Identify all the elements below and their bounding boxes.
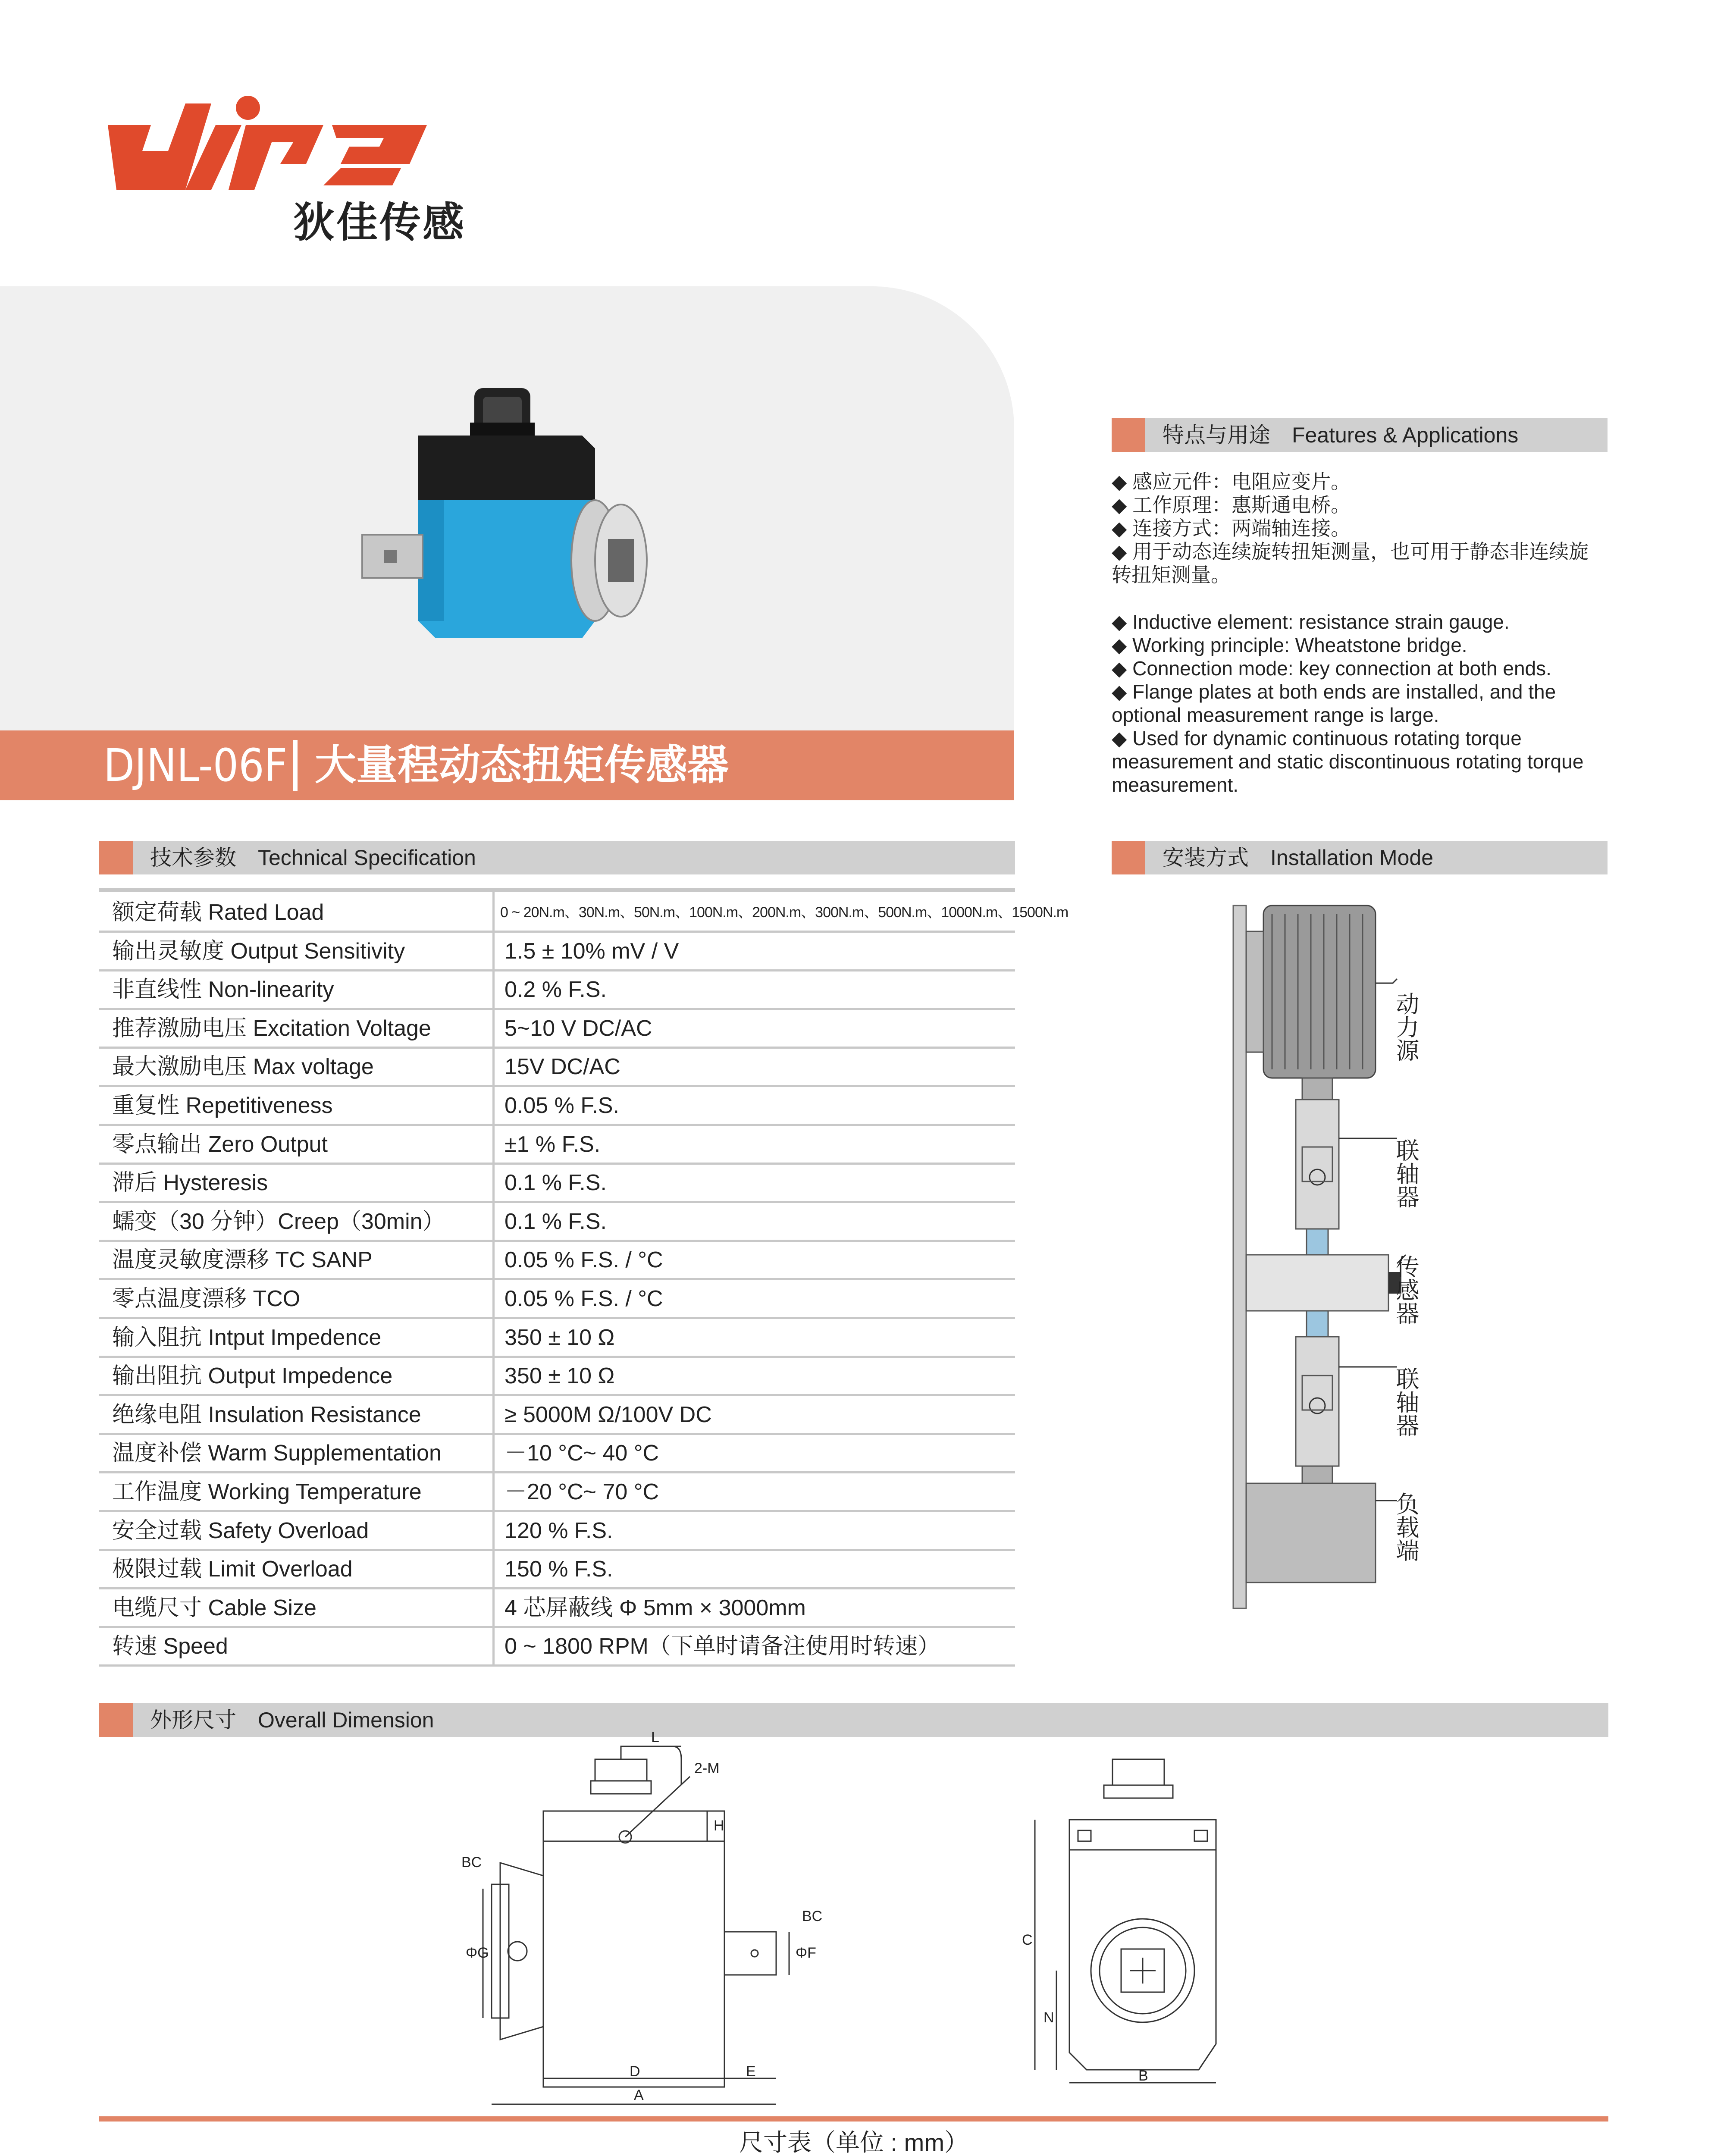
feature-cn-item: ◆ 工作原理：惠斯通电桥。: [1112, 494, 1351, 516]
feature-cn-item: ◆ 感应元件：电阻应变片。: [1112, 470, 1351, 493]
spec-key: 工作温度 Working Temperature: [112, 1479, 422, 1504]
dim-label-C: C: [1022, 1932, 1033, 1948]
dimension-drawing-side: [448, 1729, 862, 2113]
spec-row: [99, 1587, 1015, 1628]
spec-row: [99, 1085, 1015, 1126]
spec-key: 额定荷载 Rated Load: [112, 900, 324, 925]
spec-row: [99, 1046, 1015, 1087]
title-separator: [293, 740, 298, 791]
section-specs-header: [99, 841, 1015, 874]
spec-row: [99, 1239, 1015, 1280]
section-install-header: [1112, 841, 1608, 874]
feature-en-item: ◆ Used for dynamic continuous rotating torque measurement and static discontinuous rotating torque measurement.: [1112, 727, 1584, 796]
dim-label-BC-left: BC: [461, 1854, 482, 1871]
section-marker: [99, 1703, 133, 1737]
section-dimension-header: [99, 1703, 1608, 1737]
spec-key: 输入阻抗 Intput Impedence: [112, 1325, 382, 1350]
section-install-title: 安装方式 Installation Mode: [1163, 846, 1434, 870]
spec-key: 输出阻抗 Output Impedence: [112, 1363, 393, 1389]
dim-label-E: E: [746, 2063, 756, 2080]
spec-row: [99, 969, 1015, 1010]
spec-row: [99, 1162, 1015, 1203]
section-dimension-title: 外形尺寸 Overall Dimension: [150, 1708, 434, 1732]
feature-en-item: ◆ Flange plates at both ends are installed, and the optional measurement range is large.: [1112, 680, 1556, 726]
feature-en-item: ◆ Inductive element: resistance strain gauge.: [1112, 611, 1510, 633]
spec-value: 0 ~ 1800 RPM（下单时请备注使用时转速）: [505, 1634, 940, 1659]
dim-label-G: ΦG: [466, 1945, 489, 1961]
feature-cn-item: ◆ 用于动态连续旋转扭矩测量，也可用于静态非连续旋转扭矩测量。: [1112, 540, 1589, 586]
spec-key: 温度补偿 Warm Supplementation: [112, 1441, 442, 1466]
spec-key: 转速 Speed: [112, 1634, 228, 1659]
feature-en-item: ◆ Connection mode: key connection at both ends.: [1112, 657, 1551, 680]
feature-en-item: ◆ Working principle: Wheatstone bridge.: [1112, 634, 1467, 656]
spec-value: 0.05 % F.S.: [505, 1093, 619, 1118]
spec-row: [99, 1394, 1015, 1435]
brand-cn-name: 狄佳传感: [293, 200, 466, 246]
spec-row: [99, 1317, 1015, 1358]
section-marker: [99, 841, 133, 874]
section-specs-title: 技术参数 Technical Specification: [150, 846, 476, 870]
spec-key: 零点温度漂移 TCO: [112, 1286, 301, 1311]
spec-value: 15V DC/AC: [505, 1054, 620, 1080]
section-marker: [1112, 841, 1145, 874]
install-label-power: 动力源: [1393, 992, 1419, 1062]
spec-row: [99, 1548, 1015, 1589]
features-en-list: [1112, 610, 1608, 796]
dim-label-H: H: [714, 1818, 724, 1834]
dim-table-title: 尺寸表（单位 : mm）: [739, 2129, 968, 2156]
spec-table-top-rule: [99, 888, 1015, 892]
spec-value: 350 ± 10 Ω: [505, 1325, 615, 1350]
spec-value: 0.1 % F.S.: [505, 1209, 607, 1234]
spec-key: 电缆尺寸 Cable Size: [112, 1595, 317, 1620]
product-name: 大量程动态扭矩传感器: [315, 742, 729, 788]
spec-key: 绝缘电阻 Insulation Resistance: [112, 1402, 421, 1427]
feature-cn-item: ◆ 连接方式：两端轴连接。: [1112, 517, 1351, 539]
spec-key: 零点输出 Zero Output: [112, 1131, 328, 1157]
spec-value: 350 ± 10 Ω: [505, 1363, 615, 1389]
spec-row: [99, 931, 1015, 971]
spec-key: 极限过载 Limit Overload: [112, 1557, 353, 1582]
section-marker: [1112, 418, 1145, 452]
spec-value: 120 % F.S.: [505, 1518, 613, 1543]
section-features-header: [1112, 418, 1608, 452]
spec-value: ≥ 5000M Ω/100V DC: [505, 1402, 712, 1427]
dim-label-N: N: [1044, 2009, 1054, 2026]
spec-row: [99, 1510, 1015, 1551]
spec-value: ±1 % F.S.: [505, 1131, 601, 1157]
install-label-sensor: 传感器: [1393, 1255, 1419, 1325]
dim-label-L: L: [651, 1729, 659, 1745]
product-model: DJNL-06F: [103, 739, 288, 792]
spec-value: 0.05 % F.S. / °C: [505, 1247, 663, 1273]
dimension-drawing-front: [983, 1742, 1285, 2087]
spec-row: [99, 1278, 1015, 1319]
features-cn-list: [1112, 470, 1608, 586]
spec-value: －20 °C~ 70 °C: [505, 1479, 659, 1504]
section-features-title: 特点与用途 Features & Applications: [1163, 423, 1519, 447]
spec-key: 温度灵敏度漂移 TC SANP: [112, 1247, 373, 1273]
dim-label-F: ΦF: [796, 1945, 816, 1961]
product-photo: [336, 379, 664, 655]
spec-row: [99, 1626, 1015, 1667]
installation-diagram: [1225, 897, 1466, 1613]
dim-label-BC-right: BC: [802, 1908, 823, 1924]
spec-value: 4 芯屏蔽线 Φ 5mm × 3000mm: [505, 1595, 806, 1620]
spec-row: [99, 1355, 1015, 1396]
dim-table-top-rule: [99, 2116, 1608, 2122]
spec-value: 0.05 % F.S. / °C: [505, 1286, 663, 1311]
spec-key: 安全过载 Safety Overload: [112, 1518, 369, 1543]
spec-key: 蠕变（30 分钟）Creep（30min）: [112, 1209, 445, 1234]
spec-value: 150 % F.S.: [505, 1557, 613, 1582]
spec-key: 最大激励电压 Max voltage: [112, 1054, 374, 1080]
install-label-coupling-2: 联轴器: [1393, 1367, 1419, 1437]
spec-row: [99, 1124, 1015, 1165]
spec-key: 滞后 Hysteresis: [112, 1170, 268, 1196]
brand-logo: [99, 78, 487, 198]
dim-label-D: D: [630, 2063, 640, 2080]
spec-row: [99, 892, 1069, 933]
spec-key: 非直线性 Non-linearity: [112, 977, 334, 1003]
dim-label-B: B: [1138, 2068, 1148, 2084]
spec-row: [99, 1471, 1015, 1512]
dim-label-M: 2-M: [694, 1760, 720, 1777]
install-label-coupling-1: 联轴器: [1393, 1138, 1419, 1208]
spec-row: [99, 1008, 1015, 1049]
spec-value: －10 °C~ 40 °C: [505, 1441, 659, 1466]
spec-key: 输出灵敏度 Output Sensitivity: [112, 938, 405, 964]
spec-value: 5~10 V DC/AC: [505, 1015, 652, 1041]
spec-value: 1.5 ± 10% mV / V: [505, 938, 679, 964]
dim-label-A: A: [634, 2087, 644, 2103]
spec-row: [99, 1201, 1015, 1242]
spec-row: [99, 1432, 1015, 1473]
spec-value: 0.2 % F.S.: [505, 977, 607, 1003]
install-label-load: 负载端: [1393, 1492, 1419, 1562]
spec-value: 0 ~ 20N.m、30N.m、50N.m、100N.m、200N.m、300N.m、500N.m、1000N.m、1500N.m: [500, 904, 1069, 921]
spec-key: 推荐激励电压 Excitation Voltage: [112, 1015, 431, 1041]
spec-key: 重复性 Repetitiveness: [112, 1093, 333, 1118]
spec-value: 0.1 % F.S.: [505, 1170, 607, 1196]
